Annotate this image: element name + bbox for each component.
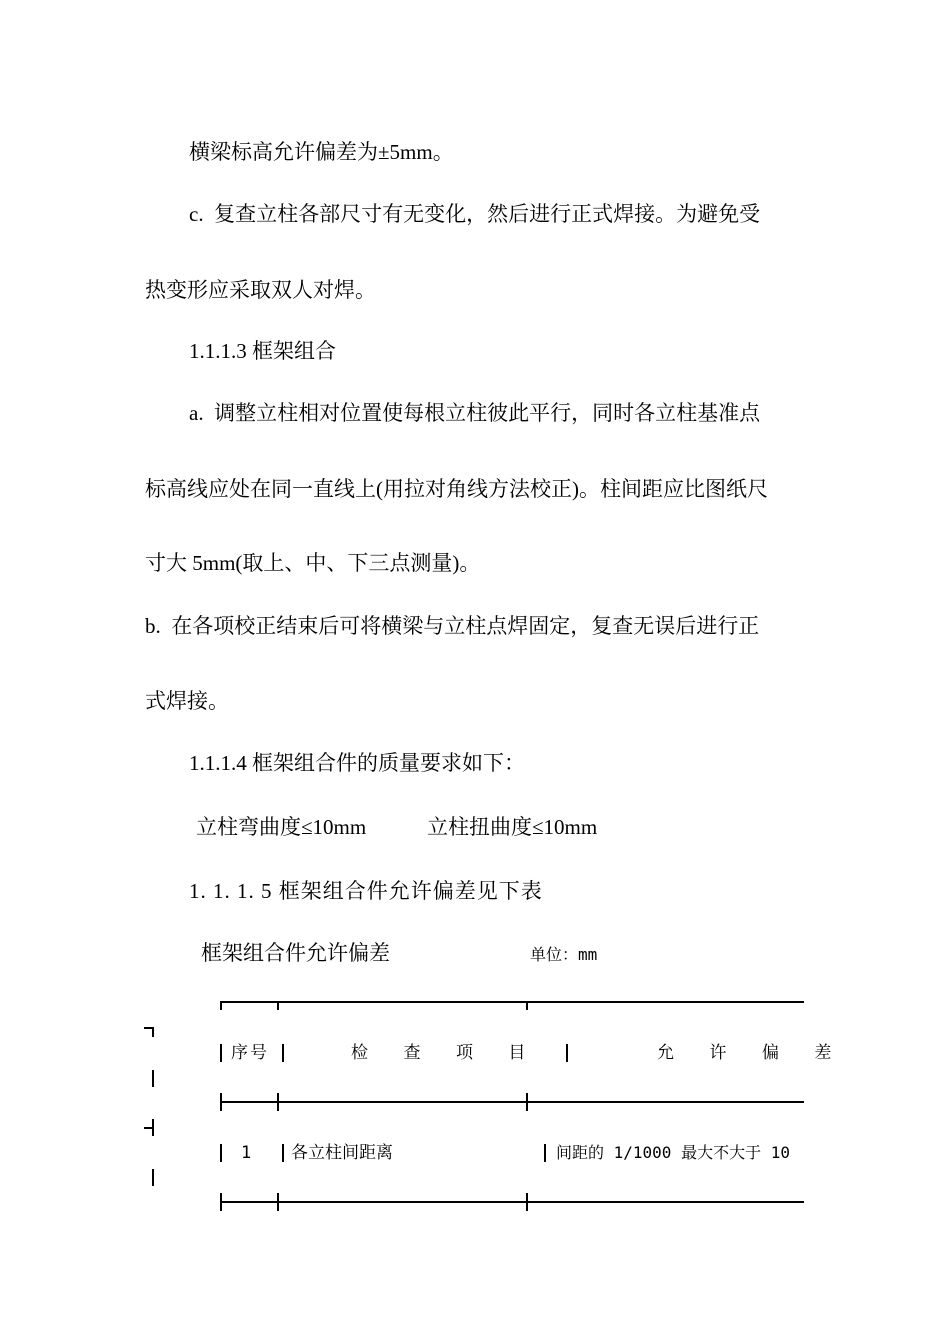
paragraph-b-line2: 式焊接。	[145, 689, 229, 713]
paragraph-a-line1: a. 调整立柱相对位置使每根立柱彼此平行，同时各立柱基准点	[189, 401, 761, 425]
paragraph-a-line2: 标高线应处在同一直线上(用拉对角线方法校正)。柱间距应比图纸尺	[145, 477, 768, 501]
table-cell-item: 各立柱间距离	[291, 1143, 393, 1163]
table-bar-h1	[282, 1044, 284, 1062]
table-bar-h0	[220, 1044, 222, 1062]
table-header-no: 序号	[231, 1043, 269, 1063]
table-cell-tolerance: 间距的 1/1000 最大不大于 10	[556, 1143, 790, 1162]
section-heading-1-1-1-4: 1.1.1.4 框架组合件的质量要求如下：	[189, 751, 525, 775]
table-cell-no: 1	[241, 1143, 252, 1163]
requirement-twisting: 立柱扭曲度≤10mm	[427, 815, 598, 839]
table-tick-top-left	[220, 1001, 222, 1010]
margin-bar-1	[152, 1070, 154, 1087]
paragraph-c-line1: c. 复查立柱各部尺寸有无变化，然后进行正式焊接。为避免受	[189, 202, 761, 226]
requirement-bending: 立柱弯曲度≤10mm	[196, 815, 367, 839]
table-unit: 单位：mm	[530, 945, 598, 964]
table-rule-top	[220, 1001, 804, 1003]
margin-bar-2	[152, 1169, 154, 1186]
table-tick-bot-2	[526, 1193, 528, 1211]
table-header-tolerance: 允 许 偏 差	[657, 1043, 837, 1063]
table-bar-r0	[220, 1144, 222, 1162]
table-tick-mid-2	[526, 1093, 528, 1111]
table-rule-bottom	[220, 1201, 804, 1203]
table-rule-middle	[220, 1101, 804, 1103]
section-heading-1-1-1-5: 1. 1. 1. 5 框架组合件允许偏差见下表	[189, 879, 543, 903]
table-bar-r2	[544, 1144, 546, 1162]
table-tick-top-1	[277, 1001, 279, 1010]
section-heading-1-1-1-3: 1.1.1.3 框架组合	[189, 339, 336, 363]
table-tick-top-2	[526, 1001, 528, 1010]
margin-tee-mark-stem	[152, 1119, 154, 1136]
table-tick-bot-left	[220, 1193, 222, 1211]
margin-corner-mark-stem	[152, 1027, 154, 1037]
paragraph-tolerance-beam: 横梁标高允许偏差为±5mm。	[189, 140, 454, 164]
paragraph-a-line3: 寸大 5mm(取上、中、下三点测量)。	[145, 551, 481, 575]
table-bar-h2	[566, 1044, 568, 1062]
table-tick-bot-1	[277, 1193, 279, 1211]
table-caption: 框架组合件允许偏差	[201, 941, 390, 965]
paragraph-b-line1: b. 在各项校正结束后可将横梁与立柱点焊固定，复查无误后进行正	[145, 614, 760, 638]
table-tick-mid-left	[220, 1093, 222, 1111]
table-header-item: 检 查 项 目	[351, 1043, 531, 1063]
paragraph-c-line2: 热变形应采取双人对焊。	[145, 278, 376, 302]
table-bar-r1	[282, 1144, 284, 1162]
table-tick-mid-1	[277, 1093, 279, 1111]
